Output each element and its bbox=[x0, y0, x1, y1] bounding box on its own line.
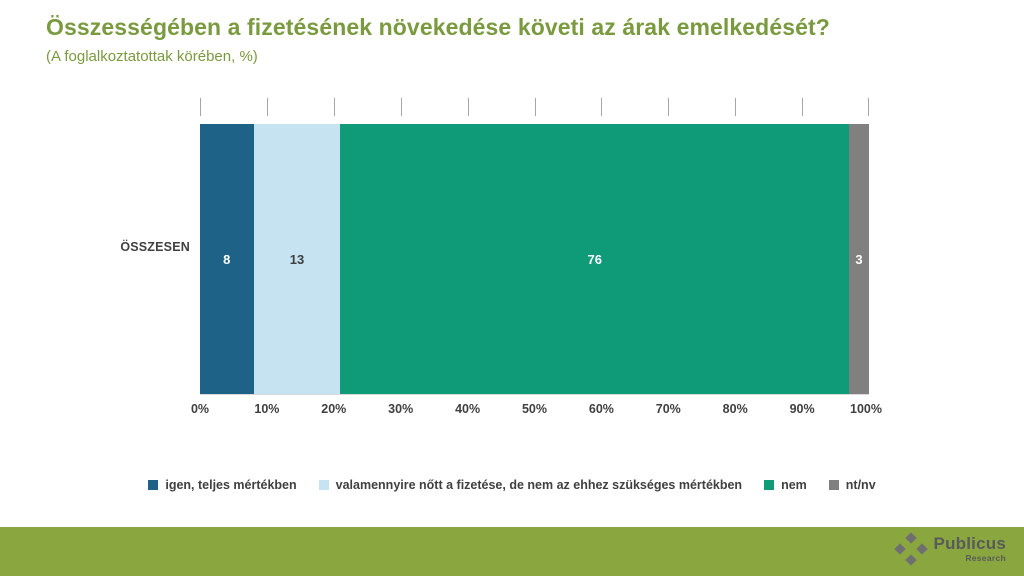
chart-container bbox=[0, 90, 1024, 470]
page-title: Összességében a fizetésének növekedése követi az árak emelkedését? bbox=[46, 14, 830, 40]
x-tick-label: 30% bbox=[388, 402, 414, 416]
x-tick-label: 40% bbox=[455, 402, 481, 416]
footer-band bbox=[0, 527, 1024, 576]
axis-tick bbox=[735, 98, 736, 116]
x-tick-label: 0% bbox=[190, 402, 210, 416]
x-tick-label: 60% bbox=[588, 402, 614, 416]
legend-label: valamennyire nőtt a fizetése, de nem az ehhez szükséges mértékben bbox=[335, 478, 743, 492]
legend-swatch-icon bbox=[319, 480, 329, 490]
x-tick-label: 10% bbox=[254, 402, 280, 416]
axis-tick bbox=[334, 98, 335, 116]
x-tick-label: 90% bbox=[789, 402, 815, 416]
x-axis-labels bbox=[190, 402, 882, 424]
legend-item-igen-teljes[interactable] bbox=[148, 478, 296, 492]
page-subtitle: (A foglalkoztatottak körében, %) bbox=[46, 48, 258, 65]
bar-value-label: 13 bbox=[289, 251, 305, 267]
axis-tick bbox=[401, 98, 402, 116]
legend-item-valamennyire[interactable] bbox=[319, 478, 742, 492]
axis-tick bbox=[868, 98, 869, 116]
axis-tick bbox=[200, 98, 201, 116]
plot-area bbox=[200, 98, 869, 418]
bar-segment-nem[interactable] bbox=[340, 124, 848, 394]
bar-segment-igen-teljes[interactable] bbox=[200, 124, 254, 394]
bar-value-label: 76 bbox=[587, 251, 602, 267]
axis-tick bbox=[267, 98, 268, 116]
legend-item-ntnv[interactable] bbox=[829, 478, 876, 492]
chart-legend bbox=[0, 478, 1024, 492]
category-label: ÖSSZESEN bbox=[120, 240, 190, 254]
x-tick-label: 50% bbox=[521, 402, 548, 416]
legend-swatch-icon bbox=[764, 480, 774, 490]
x-tick-label: 100% bbox=[850, 402, 882, 416]
axis-tick bbox=[468, 98, 469, 116]
legend-label: nem bbox=[781, 478, 807, 492]
x-tick-label: 80% bbox=[722, 402, 748, 416]
x-tick-label: 20% bbox=[321, 402, 347, 416]
legend-label: igen, teljes mértékben bbox=[165, 478, 297, 492]
brand-logo bbox=[896, 534, 1006, 564]
brand-text bbox=[934, 535, 1006, 563]
x-tick-label: 70% bbox=[655, 402, 681, 416]
brand-subtitle: Research bbox=[965, 553, 1006, 564]
axis-tick bbox=[668, 98, 669, 116]
brand-name: Publicus bbox=[933, 534, 1006, 554]
axis-tick bbox=[535, 98, 536, 116]
legend-label: nt/nv bbox=[845, 478, 876, 492]
bar-value-label: 8 bbox=[223, 251, 231, 267]
legend-swatch-icon bbox=[829, 480, 839, 490]
bar-segment-valamennyire[interactable] bbox=[254, 124, 341, 394]
legend-swatch-icon bbox=[148, 480, 158, 490]
axis-tick bbox=[802, 98, 803, 116]
diamond-logo-icon bbox=[896, 534, 926, 564]
x-axis-line bbox=[200, 394, 869, 395]
axis-tick bbox=[601, 98, 602, 116]
bar-value-label: 3 bbox=[855, 251, 863, 267]
stacked-bar bbox=[200, 124, 869, 394]
bar-segment-ntnv[interactable] bbox=[849, 124, 869, 394]
top-axis-ticks bbox=[200, 98, 869, 116]
legend-item-nem[interactable] bbox=[764, 478, 807, 492]
